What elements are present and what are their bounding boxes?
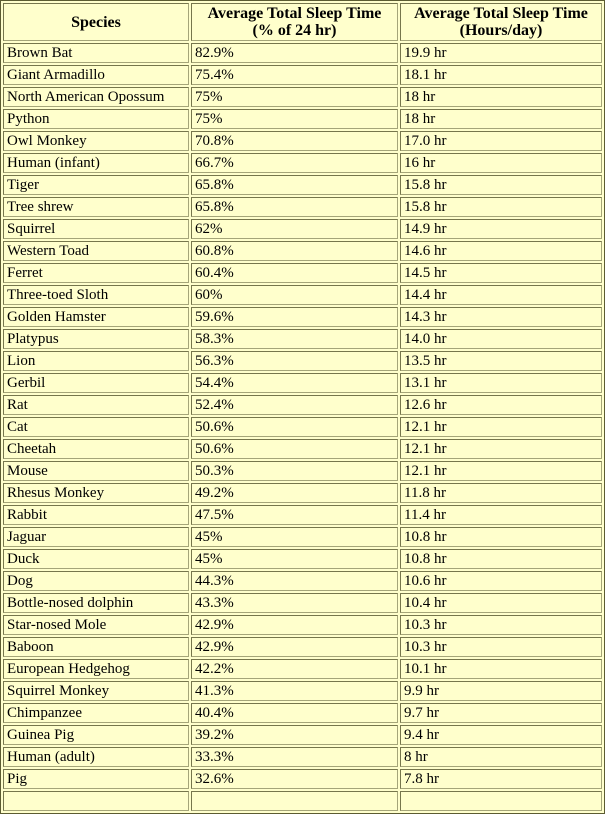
cell-hours: 13.5 hr [400, 351, 602, 371]
cell-hours: 18.1 hr [400, 65, 602, 85]
cell-species: Giant Armadillo [3, 65, 189, 85]
table-row [3, 483, 602, 503]
cell-percent: 58.3% [191, 329, 398, 349]
cell-percent: 54.4% [191, 373, 398, 393]
cell-hours: 13.1 hr [400, 373, 602, 393]
table-row [3, 703, 602, 723]
cell-hours: 14.5 hr [400, 263, 602, 283]
cell-hours: 9.9 hr [400, 681, 602, 701]
cell-percent: 47.5% [191, 505, 398, 525]
cell-species: European Hedgehog [3, 659, 189, 679]
column-header-percent [191, 3, 398, 41]
cell-percent: 44.3% [191, 571, 398, 591]
table-row [3, 241, 602, 261]
cell-species: North American Opossum [3, 87, 189, 107]
column-header-species [3, 3, 189, 41]
table-row [3, 373, 602, 393]
cell-percent: 33.3% [191, 747, 398, 767]
header-label-hours-line1: Average Total Sleep Time [414, 5, 588, 22]
cell-species: Chimpanzee [3, 703, 189, 723]
cell-species: Jaguar [3, 527, 189, 547]
cell-species: Baboon [3, 637, 189, 657]
cell-species: Cat [3, 417, 189, 437]
cell-hours: 15.8 hr [400, 175, 602, 195]
cell-percent: 75% [191, 109, 398, 129]
cell-percent: 66.7% [191, 153, 398, 173]
table-row [3, 615, 602, 635]
table-row [3, 175, 602, 195]
cell-species: Tree shrew [3, 197, 189, 217]
cell-species: Rhesus Monkey [3, 483, 189, 503]
cell-species: Ferret [3, 263, 189, 283]
table-row [3, 263, 602, 283]
cell-hours: 12.1 hr [400, 417, 602, 437]
cell-hours: 10.8 hr [400, 527, 602, 547]
cell-percent: 40.4% [191, 703, 398, 723]
cell-hours: 8 hr [400, 747, 602, 767]
cell-species: Rabbit [3, 505, 189, 525]
cell-species: Bottle-nosed dolphin [3, 593, 189, 613]
cell-percent: 65.8% [191, 175, 398, 195]
cell-species: Human (adult) [3, 747, 189, 767]
cell-hours: 7.8 hr [400, 769, 602, 789]
table-row [3, 659, 602, 679]
cell-species: Lion [3, 351, 189, 371]
cell-hours: 9.4 hr [400, 725, 602, 745]
header-label-percent-line2: (% of 24 hr) [252, 22, 337, 39]
cell-percent: 62% [191, 219, 398, 239]
cell-hours: 9.7 hr [400, 703, 602, 723]
table-row [3, 87, 602, 107]
cell-percent: 52.4% [191, 395, 398, 415]
table-row [3, 109, 602, 129]
cell-hours: 14.4 hr [400, 285, 602, 305]
table-row-partial [3, 791, 602, 811]
cell-species: Brown Bat [3, 43, 189, 63]
cell-hours: 14.3 hr [400, 307, 602, 327]
cell-hours: 14.6 hr [400, 241, 602, 261]
table-row [3, 131, 602, 151]
table-row [3, 637, 602, 657]
table-row [3, 527, 602, 547]
table-row [3, 747, 602, 767]
cell-hours [400, 791, 602, 811]
cell-species [3, 791, 189, 811]
table-row [3, 417, 602, 437]
cell-percent: 60.4% [191, 263, 398, 283]
cell-hours: 12.1 hr [400, 439, 602, 459]
cell-hours: 10.1 hr [400, 659, 602, 679]
cell-percent: 45% [191, 527, 398, 547]
cell-hours: 14.0 hr [400, 329, 602, 349]
table-row [3, 571, 602, 591]
cell-species: Squirrel Monkey [3, 681, 189, 701]
header-row [3, 3, 602, 41]
cell-species: Owl Monkey [3, 131, 189, 151]
cell-hours: 17.0 hr [400, 131, 602, 151]
cell-percent: 59.6% [191, 307, 398, 327]
cell-hours: 10.4 hr [400, 593, 602, 613]
cell-hours: 14.9 hr [400, 219, 602, 239]
cell-percent: 82.9% [191, 43, 398, 63]
cell-species: Tiger [3, 175, 189, 195]
cell-species: Cheetah [3, 439, 189, 459]
cell-species: Three-toed Sloth [3, 285, 189, 305]
cell-species: Western Toad [3, 241, 189, 261]
cell-percent: 50.3% [191, 461, 398, 481]
cell-percent: 65.8% [191, 197, 398, 217]
cell-hours: 15.8 hr [400, 197, 602, 217]
cell-percent: 43.3% [191, 593, 398, 613]
table-row [3, 43, 602, 63]
cell-species: Star-nosed Mole [3, 615, 189, 635]
cell-hours: 18 hr [400, 87, 602, 107]
cell-percent: 42.9% [191, 615, 398, 635]
cell-percent: 45% [191, 549, 398, 569]
cell-percent: 50.6% [191, 417, 398, 437]
cell-percent: 32.6% [191, 769, 398, 789]
table-row [3, 505, 602, 525]
cell-hours: 11.8 hr [400, 483, 602, 503]
cell-hours: 10.3 hr [400, 615, 602, 635]
table-body [3, 43, 602, 811]
cell-species: Human (infant) [3, 153, 189, 173]
cell-percent: 41.3% [191, 681, 398, 701]
cell-species: Guinea Pig [3, 725, 189, 745]
cell-percent: 42.9% [191, 637, 398, 657]
cell-hours: 10.8 hr [400, 549, 602, 569]
cell-hours: 12.1 hr [400, 461, 602, 481]
table-row [3, 197, 602, 217]
table-row [3, 769, 602, 789]
cell-species: Golden Hamster [3, 307, 189, 327]
table-row [3, 461, 602, 481]
table-row [3, 65, 602, 85]
cell-species: Gerbil [3, 373, 189, 393]
header-label-hours-line2: (Hours/day) [459, 22, 543, 39]
cell-species: Rat [3, 395, 189, 415]
table-row [3, 395, 602, 415]
column-header-hours [400, 3, 602, 41]
table-row [3, 549, 602, 569]
cell-species: Mouse [3, 461, 189, 481]
table-row [3, 681, 602, 701]
cell-percent: 50.6% [191, 439, 398, 459]
cell-percent: 56.3% [191, 351, 398, 371]
header-label-species: Species [71, 13, 121, 31]
cell-species: Squirrel [3, 219, 189, 239]
cell-hours: 10.6 hr [400, 571, 602, 591]
cell-hours: 18 hr [400, 109, 602, 129]
cell-percent: 60% [191, 285, 398, 305]
cell-percent: 60.8% [191, 241, 398, 261]
table-row [3, 219, 602, 239]
table-row [3, 153, 602, 173]
cell-hours: 12.6 hr [400, 395, 602, 415]
header-label-percent-line1: Average Total Sleep Time [207, 5, 382, 22]
cell-hours: 16 hr [400, 153, 602, 173]
cell-percent: 70.8% [191, 131, 398, 151]
cell-hours: 10.3 hr [400, 637, 602, 657]
table-row [3, 439, 602, 459]
cell-percent: 75% [191, 87, 398, 107]
cell-percent: 39.2% [191, 725, 398, 745]
cell-hours: 19.9 hr [400, 43, 602, 63]
cell-species: Pig [3, 769, 189, 789]
cell-species: Dog [3, 571, 189, 591]
cell-species: Duck [3, 549, 189, 569]
cell-percent: 75.4% [191, 65, 398, 85]
cell-species: Platypus [3, 329, 189, 349]
table-row [3, 307, 602, 327]
table-row [3, 285, 602, 305]
table-row [3, 351, 602, 371]
table-row [3, 329, 602, 349]
cell-percent [191, 791, 398, 811]
cell-species: Python [3, 109, 189, 129]
table-row [3, 725, 602, 745]
cell-percent: 49.2% [191, 483, 398, 503]
table-row [3, 593, 602, 613]
cell-percent: 42.2% [191, 659, 398, 679]
cell-hours: 11.4 hr [400, 505, 602, 525]
